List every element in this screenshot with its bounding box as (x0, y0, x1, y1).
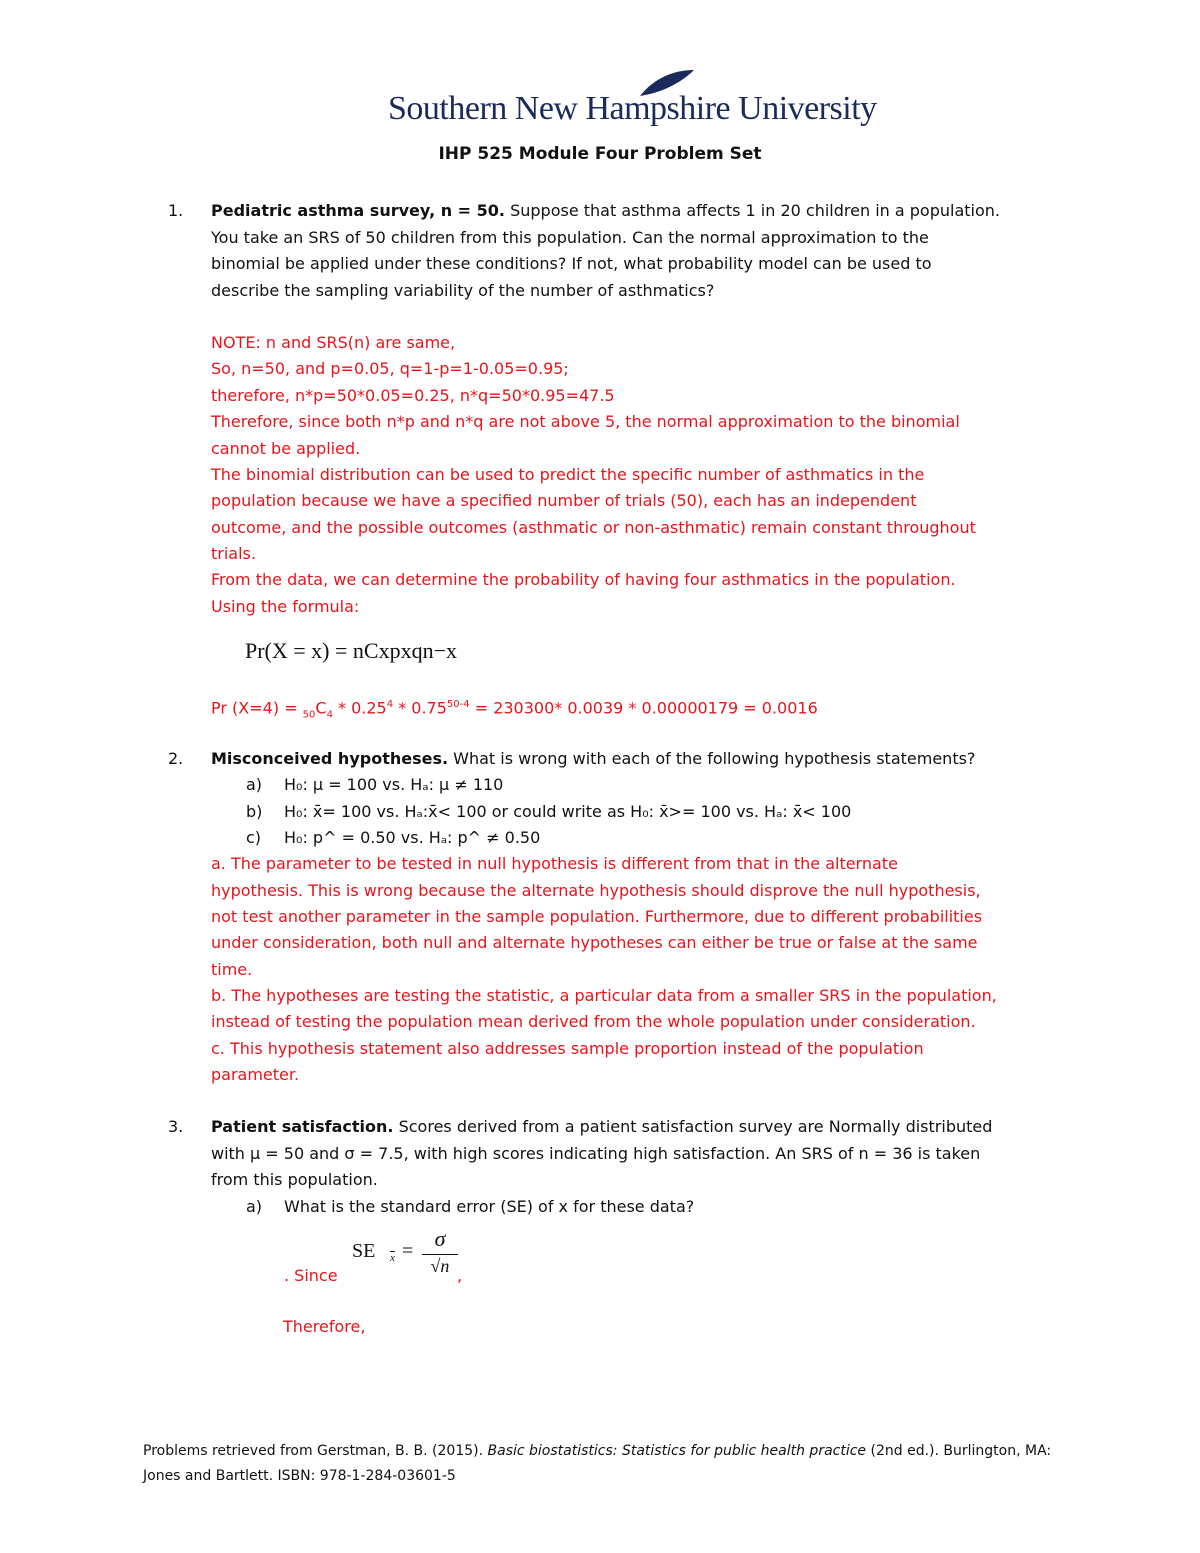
binomial-formula: Pr(X = x) = nCxpxqn−x (245, 638, 457, 663)
q2-heading: Misconceived hypotheses. (211, 749, 449, 768)
q1-answer-line: therefore, n*p=50*0.05=0.25, n*q=50*0.95=47.5 (211, 386, 615, 405)
q2-answer-line: hypothesis. This is wrong because the alternate hypothesis should disprove the null hypothesis, (211, 881, 981, 900)
se-denominator: √n (430, 1256, 450, 1276)
q2-answer-line: b. The hypotheses are testing the statistic, a particular data from a smaller SRS in the population, (211, 986, 997, 1005)
q2-answer-line: a. The parameter to be tested in null hypothesis is different from that in the alternate (211, 854, 898, 873)
q1-line-1 (211, 201, 1000, 221)
se-numerator: σ (434, 1226, 446, 1251)
q2-answer-line: c. This hypothesis statement also addresses sample proportion instead of the population (211, 1039, 924, 1058)
q2-answer-line: parameter. (211, 1065, 300, 1084)
calc-c: C (315, 698, 327, 718)
standard-error-formula: SE $\overline{x}$ = σ √n (352, 1226, 462, 1286)
footer-citation-start: Problems retrieved from Gerstman, B. B. (2015). (143, 1443, 488, 1459)
q2-line-1 (211, 749, 975, 769)
footer-book-title: Basic biostatistics: Statistics for public health practice (487, 1443, 867, 1459)
q2-number: 2. (168, 749, 184, 768)
q2-item-text: H₀: μ = 100 vs. Hₐ: μ ≠ 110 (284, 775, 504, 794)
q1-answer-line: population because we have a specified number of trials (50), each has an independent (211, 491, 917, 510)
q3-sub-text: What is the standard error (SE) of x for these data? (284, 1197, 695, 1216)
page-title: IHP 525 Module Four Problem Set (438, 144, 762, 164)
comma-text: , (457, 1266, 463, 1285)
q1-answer-line: Therefore, since both n*p and n*q are not above 5, the normal approximation to the binomial (211, 412, 960, 431)
q1-line1-rest: Suppose that asthma affects 1 in 20 children in a population. (510, 201, 1000, 220)
q3-line-3: from this population. (211, 1170, 378, 1189)
q2-answer-line: time. (211, 960, 253, 979)
q1-answer-line: outcome, and the possible outcomes (asthmatic or non-asthmatic) remain constant throughout (211, 518, 976, 537)
calc-n: 50 (302, 709, 316, 721)
q2-answer-line: instead of testing the population mean derived from the whole population under consideration. (211, 1012, 976, 1031)
q1-answer-line: The binomial distribution can be used to predict the specific number of asthmatics in the (211, 465, 925, 484)
footer-citation-end: (2nd ed.). Burlington, MA: (866, 1443, 1052, 1459)
q1-heading: Pediatric asthma survey, n = 50. (211, 201, 505, 220)
q1-line-4: describe the sampling variability of the number of asthmatics? (211, 281, 715, 300)
q2-answer-line: under consideration, both null and alternate hypotheses can either be true or false at the same (211, 933, 978, 952)
fraction-bar (422, 1254, 458, 1255)
q3-line1-rest: Scores derived from a patient satisfaction survey are Normally distributed (398, 1117, 993, 1136)
since-text: . Since (284, 1266, 338, 1285)
q1-answer-line: So, n=50, and p=0.05, q=1-p=1-0.05=0.95; (211, 359, 569, 378)
q3-line-2: with μ = 50 and σ = 7.5, with high scores indicating high satisfaction. An SRS of n = 36 is taken (211, 1144, 981, 1163)
q2-item-label: a) (246, 775, 263, 794)
university-logo (388, 70, 877, 132)
university-name: Southern New Hampshire University (388, 90, 877, 127)
calc-q-exp: 50-4 (446, 699, 470, 710)
q2-item-label: c) (246, 828, 262, 847)
calc-k: 4 (326, 709, 333, 721)
calc-p: * 0.25 (332, 698, 387, 718)
q1-line-2: You take an SRS of 50 children from this population. Can the normal approximation to the (211, 228, 929, 247)
q2-item-label: b) (246, 802, 263, 821)
q1-answer-line: Using the formula: (211, 597, 360, 616)
q1-answer-line: cannot be applied. (211, 439, 361, 458)
q1-calculation (211, 695, 818, 726)
se-label: SE (352, 1240, 376, 1262)
q1-answer-line: NOTE: n and SRS(n) are same, (211, 333, 456, 352)
q2-item-text: H₀: x̄= 100 vs. Hₐ:x̄< 100 or could write as H₀: x̄>= 100 vs. Hₐ: x̄< 100 (284, 802, 852, 821)
se-subscript: $\overline{x}$ (390, 1252, 395, 1264)
q2-item-text: H₀: p^ = 0.50 vs. Hₐ: p^ ≠ 0.50 (284, 828, 541, 847)
q1-number: 1. (168, 201, 184, 220)
q3-number: 3. (168, 1117, 184, 1136)
calc-q: * 0.75 (393, 698, 447, 718)
calc-prefix: Pr (X=4) = (211, 698, 298, 718)
q2-line1-rest: What is wrong with each of the following hypothesis statements? (453, 749, 976, 768)
footer-line-2: Jones and Bartlett. ISBN: 978-1-284-03601-5 (143, 1468, 456, 1484)
q1-line-3: binomial be applied under these conditions? If not, what probability model can be used to (211, 254, 932, 273)
calc-p-exp: 4 (386, 699, 394, 710)
q1-answer-line: From the data, we can determine the probability of having four asthmatics in the population. (211, 570, 956, 589)
q1-answer-line: trials. (211, 544, 256, 563)
q3-line-1 (211, 1117, 992, 1137)
footer-line-1 (143, 1443, 1051, 1459)
therefore-text: Therefore, (283, 1317, 366, 1336)
q2-answer-line: not test another parameter in the sample population. Furthermore, due to different probabilities (211, 907, 983, 926)
q3-sub-label: a) (246, 1197, 263, 1216)
q3-heading: Patient satisfaction. (211, 1117, 394, 1136)
calc-rest: = 230300* 0.0039 * 0.00000179 = 0.0016 (469, 698, 818, 718)
